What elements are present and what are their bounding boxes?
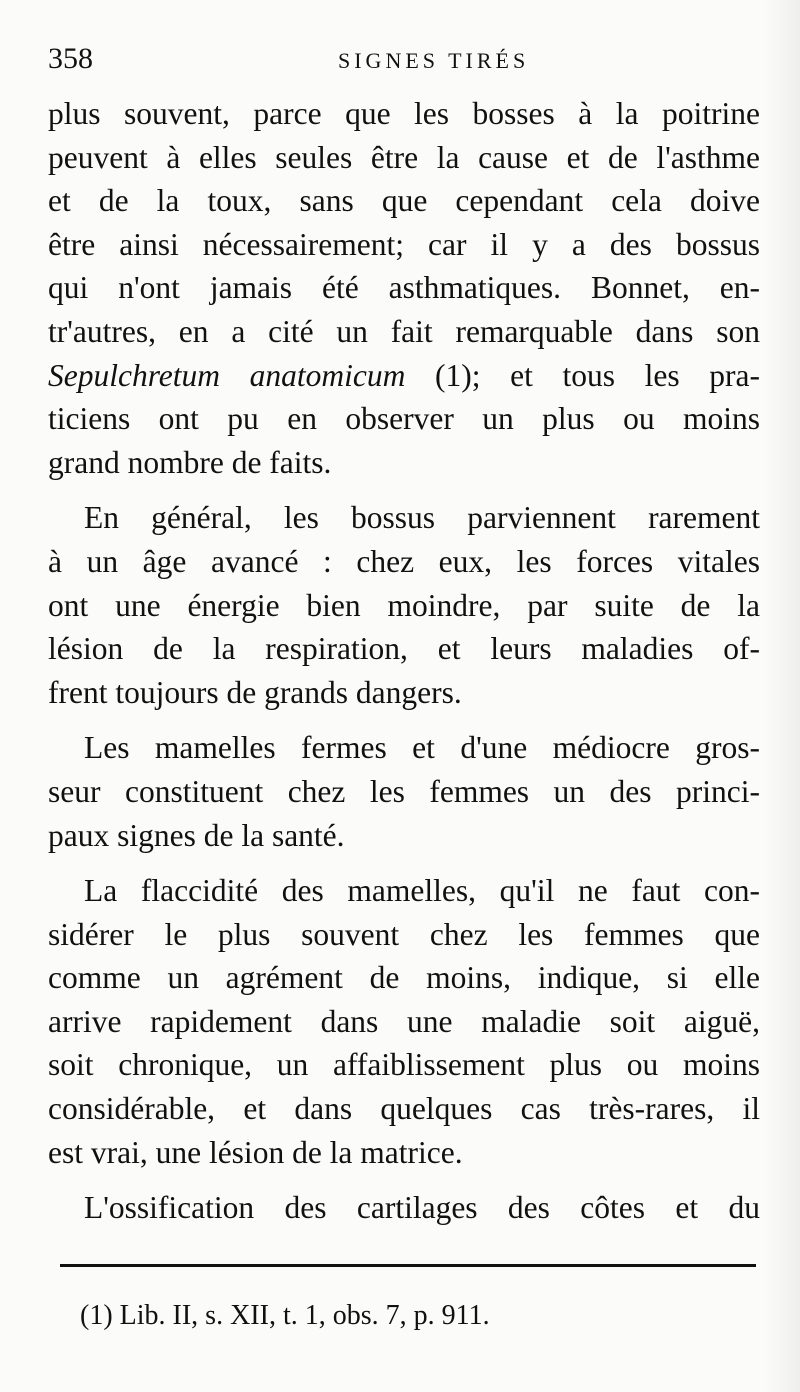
text-line: être ainsi nécessairement; car il y a des bossus <box>48 226 760 262</box>
body-text <box>48 92 760 1230</box>
text-line: qui n'ont jamais été asthmatiques. Bonnet, en- <box>48 270 760 306</box>
text-line <box>48 354 760 398</box>
paragraph-5 <box>48 1186 760 1230</box>
page-header <box>48 42 760 82</box>
footnote: (1) Lib. II, s. XII, t. 1, obs. 7, p. 911. <box>80 1300 490 1331</box>
text-line: considérable, et dans quelques cas très-rares, il <box>48 1091 760 1127</box>
text-line: et de la toux, sans que cependant cela doive <box>48 183 760 219</box>
text-line: ont une énergie bien moindre, par suite de la <box>48 587 760 623</box>
text-line: ticiens ont pu en observer un plus ou moins <box>48 401 760 437</box>
page-edge-shadow <box>764 0 800 1392</box>
text-line: plus souvent, parce que les bosses à la poitrine <box>48 96 760 131</box>
text-line: lésion de la respiration, et leurs maladies of- <box>48 631 760 667</box>
text-line: sidérer le plus souvent chez les femmes que <box>48 916 760 952</box>
running-head: SIGNES TIRÉS <box>338 48 530 73</box>
footnote-rule <box>60 1264 756 1267</box>
text-line: seur constituent chez les femmes un des princi- <box>48 773 760 809</box>
paragraph-2 <box>48 496 760 714</box>
italic-title: Sepulchretum anatomicum <box>48 357 406 393</box>
text-line: peuvent à elles seules être la cause et de l'asthme <box>48 139 760 175</box>
text-line: tr'autres, en a cité un fait remarquable dans son <box>48 313 760 349</box>
text-line: paux signes de la santé. <box>48 817 345 853</box>
text-line: à un âge avancé : chez eux, les forces vitales <box>48 543 760 579</box>
text-line: L'ossification des cartilages des côtes et du <box>84 1190 760 1226</box>
paragraph-3 <box>48 726 760 857</box>
text-line: est vrai, une lésion de la matrice. <box>48 1134 463 1170</box>
paragraph-4 <box>48 869 760 1174</box>
text-line: comme un agrément de moins, indique, si elle <box>48 960 760 996</box>
text-line: grand nombre de faits. <box>48 444 332 480</box>
paragraph-1 <box>48 92 760 484</box>
text-line: frent toujours de grands dangers. <box>48 674 462 710</box>
text-line: soit chronique, un affaiblissement plus ou moins <box>48 1047 760 1083</box>
text-line: La flaccidité des mamelles, qu'il ne faut con- <box>84 873 760 909</box>
text-line: arrive rapidement dans une maladie soit aiguë, <box>48 1003 760 1039</box>
text-fragment: (1); et tous les pra- <box>405 357 760 393</box>
text-line: Les mamelles fermes et d'une médiocre gros- <box>84 730 760 766</box>
page-number: 358 <box>48 42 93 75</box>
text-line: En général, les bossus parviennent rarement <box>84 500 760 536</box>
